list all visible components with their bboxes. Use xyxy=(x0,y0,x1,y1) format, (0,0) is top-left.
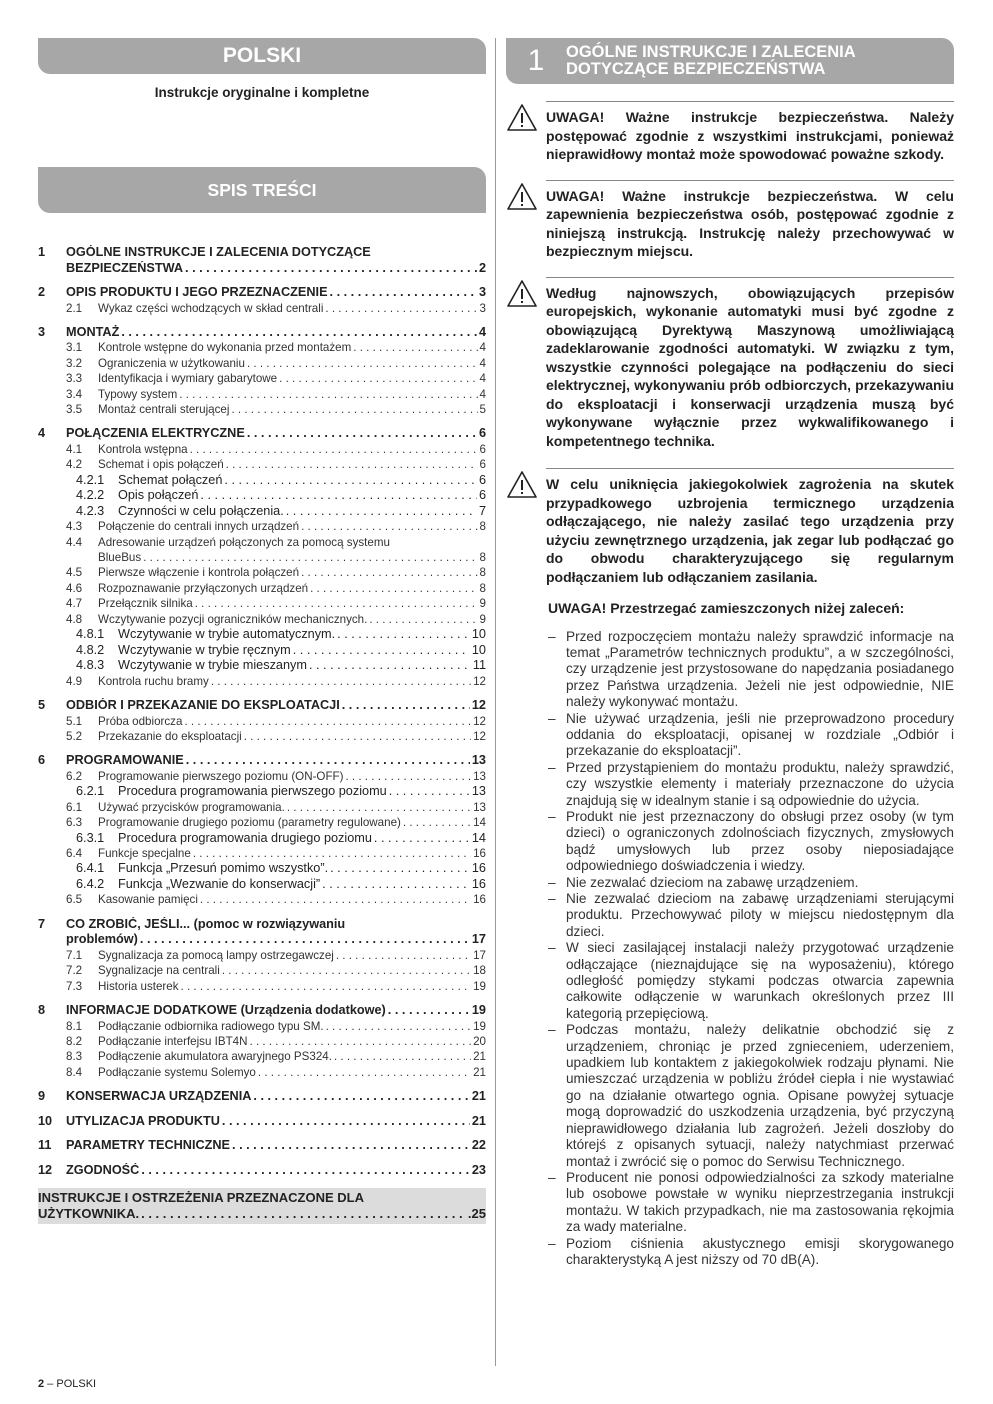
bullet-dash: – xyxy=(548,808,556,824)
warning-text: Według najnowszych, obowiązujących przepisów europejskich, wykonanie automatyki musi być zgodne z obowiązującą Dyrektywą Maszynową umożliwiającą zadeklarowanie zgodności automatyki. W związku z tym, wszystkie czynności polegające na podłączeniu do sieci elektrycznej, wykonywaniu prób odbiorczych, przekazywaniu do eksploatacji i konserwacji urządzenia muszą być wykonywane wyłącznie przez wykwalifikowanego i kompetentnego technika. xyxy=(546,277,954,451)
toc-page: 14 xyxy=(471,830,486,845)
right-column xyxy=(506,38,954,1268)
toc-entry[interactable] xyxy=(38,800,486,815)
bullet-dash: – xyxy=(548,891,556,906)
toc-entry[interactable] xyxy=(38,627,486,643)
toc-entry[interactable] xyxy=(38,753,486,769)
toc-entry[interactable] xyxy=(38,729,486,744)
toc-entry[interactable] xyxy=(38,473,486,489)
toc-page: 16 xyxy=(471,876,486,891)
toc-entry[interactable] xyxy=(38,442,486,457)
toc-number: 8.2 xyxy=(66,1034,83,1048)
toc-title: Historia usterek xyxy=(98,979,179,993)
toc-page: 8 xyxy=(479,520,486,534)
toc-number: 3.5 xyxy=(66,403,83,417)
list-item-text: Przed przystąpieniem do montażu produktu, należy sprawdzić, czy wszystkie elementy i materiały przeznaczone do użycia znajdują się w idealnym stanie i są odpowiednie do użycia. xyxy=(566,759,954,808)
toc-title: BEZPIECZEŃSTWA xyxy=(66,260,184,275)
toc-number: 6.4.1 xyxy=(76,861,105,876)
toc-title: Używać przycisków programowania. xyxy=(98,800,285,814)
toc-page: 22 xyxy=(471,1138,486,1153)
toc-number: 6.2 xyxy=(66,769,83,783)
warning-block xyxy=(506,468,954,586)
toc-entry[interactable] xyxy=(38,402,486,417)
toc-page: 7 xyxy=(478,503,486,518)
toc-title: Procedura programowania drugiego poziomu xyxy=(118,830,372,845)
list-item-text: Produkt nie jest przeznaczony do obsługi przez osoby (w tym dzieci) o ograniczonych zdolnościach fizycznych, zmysłowych bądź umysłowych lub przez osoby nieposiadające odpowiedniego doświadczenia i wiedzy. xyxy=(566,808,954,874)
toc-page: 6 xyxy=(478,488,486,503)
language-banner: POLSKI xyxy=(38,38,486,74)
toc-title: Funkcje specjalne xyxy=(98,847,191,861)
toc-entry[interactable] xyxy=(38,356,486,371)
toc-number: 8.3 xyxy=(66,1050,83,1064)
toc-title: Sygnalizacja za pomocą lampy ostrzegawczej xyxy=(98,948,334,962)
toc-number: 4.5 xyxy=(66,566,83,580)
toc-banner: SPIS TREŚCI xyxy=(38,167,486,213)
toc-page: 17 xyxy=(473,948,486,962)
toc-page: 4 xyxy=(478,324,486,339)
toc-title: Przełącznik silnika xyxy=(98,597,193,611)
toc-page: 6 xyxy=(479,442,486,456)
toc-number: 5.1 xyxy=(66,714,83,728)
bullet-dash: – xyxy=(548,710,556,726)
toc-entry[interactable] xyxy=(38,877,486,893)
bullet-dash: – xyxy=(548,1169,556,1185)
toc-number: 8.1 xyxy=(66,1019,83,1033)
toc-entry[interactable] xyxy=(38,917,486,933)
list-item-text: Podczas montażu, należy delikatnie obchodzić się z urządzeniem, chroniąc je przed zgnieceniem, uderzeniem, upadkiem lub kontaktem z jakiegokolwiek rodzaju płynami. Nie umieszczać urządzenia w pobliżu źródeł ciepła i nie wystawiać go na działanie otwartego ognia. Opisane powyżej sytuacje mogą doprowadzić do uszkodzenia urządzenia, być przyczyną nieprawidłowego działania lub zagrożeń. Jeżeli doszłoby do którejś z opisanych sytuacji, należy natychmiast przerwać montaż i zwrócić się o pomoc do Serwisu Technicznego. xyxy=(566,1022,954,1169)
toc-title: Czynności w celu połączenia. xyxy=(118,503,284,518)
toc-entry[interactable] xyxy=(38,861,486,877)
toc-page: 23 xyxy=(471,1162,486,1177)
toc-title: Schemat połączeń xyxy=(118,472,223,487)
toc-page: 10 xyxy=(471,627,486,642)
toc-title: Schemat i opis połączeń xyxy=(98,458,224,472)
toc-entry[interactable] xyxy=(38,932,486,948)
toc-entry[interactable] xyxy=(38,1163,486,1179)
toc-final-line1: INSTRUKCJE I OSTRZEŻENIA PRZEZNACZONE DLA xyxy=(38,1190,364,1206)
toc-title: Kontrole wstępne do wykonania przed montażem xyxy=(98,341,352,355)
toc-page: 10 xyxy=(471,642,486,657)
toc-number: 6.3 xyxy=(66,816,83,830)
toc-title: Opis połączeń xyxy=(118,488,199,503)
toc-title: OGÓLNE INSTRUKCJE I ZALECENIA DOTYCZĄCE xyxy=(66,245,371,259)
toc-page: 19 xyxy=(473,979,486,993)
toc-page: 12 xyxy=(473,714,486,728)
warning-triangle-icon xyxy=(506,180,546,261)
warning-triangle-icon xyxy=(506,277,546,451)
section-title-line2: DOTYCZĄCE BEZPIECZEŃSTWA xyxy=(566,60,826,78)
toc-page: 8 xyxy=(479,581,486,595)
toc-number: 4.8.1 xyxy=(76,627,105,642)
toc-entry[interactable] xyxy=(38,674,486,689)
bullet-dash: – xyxy=(548,1022,556,1038)
toc-number: 3.2 xyxy=(66,356,83,370)
toc-page: 12 xyxy=(471,698,486,712)
toc-entry[interactable] xyxy=(38,658,486,674)
toc-number: 6.4 xyxy=(66,847,83,861)
bullet-dash: – xyxy=(548,628,556,644)
toc-page: 9 xyxy=(479,612,486,626)
toc-number: 4.2.3 xyxy=(76,503,105,518)
toc-entry[interactable] xyxy=(38,643,486,659)
toc-title: Ograniczenia w użytkowaniu xyxy=(98,356,245,370)
warning-text: W celu uniknięcia jakiegokolwiek zagrożenia na skutek przypadkowego uzbrojenia termicznego urządzenia odłączającego, nie należy zasilać tego urządzenia przy użyciu zewnętrznego urządzenia, jak zegar lub podłączać go do obwodu charakteryzującego się regularnym podłączaniem lub odłączaniem zasilania. xyxy=(546,468,954,586)
list-item-text: Producent nie ponosi odpowiedzialności za szkody materialne lub osobowe powstałe w wyniku nieprzestrzegania instrukcji montażu. W takich przypadkach, nie ma zastosowania rękojmia za wady materialne. xyxy=(566,1169,954,1235)
toc-title: OPIS PRODUKTU I JEGO PRZEZNACZENIE xyxy=(66,285,328,299)
toc-number: 4.8 xyxy=(66,612,83,626)
toc-page: 3 xyxy=(478,285,486,299)
toc-page: 21 xyxy=(471,1089,486,1104)
toc-title: KONSERWACJA URZĄDZENIA xyxy=(66,1089,252,1104)
toc-entry[interactable] xyxy=(38,769,486,784)
toc-title: UTYLIZACJA PRODUKTU xyxy=(66,1113,220,1128)
toc-page: 12 xyxy=(473,674,486,688)
toc-title: Kontrola wstępna xyxy=(98,442,188,456)
toc-page: 13 xyxy=(471,784,486,799)
list-item-text: Nie zezwalać dzieciom na zabawę urządzeniami sterującymi produktu. Przechowywać piloty w miejscu niedostępnym dla dzieci. xyxy=(566,891,954,939)
toc-page: 16 xyxy=(471,861,486,876)
toc-page: 13 xyxy=(471,753,486,768)
toc-number: 2.1 xyxy=(66,301,83,315)
list-item xyxy=(548,629,954,711)
toc-entry[interactable] xyxy=(38,261,486,277)
toc-page: 3 xyxy=(479,301,486,315)
warning-text: UWAGA! Ważne instrukcje bezpieczeństwa. W celu zapewnienia bezpieczeństwa osób, postępować zgodnie z niniejszą instrukcją. Instrukcję należy przechowywać w bezpiecznym miejscu. xyxy=(546,180,954,261)
toc-title: Połączenie do centrali innych urządzeń xyxy=(98,520,300,534)
toc-entry[interactable] xyxy=(38,1019,486,1034)
toc-entry[interactable] xyxy=(38,948,486,963)
toc-number: 6.4.2 xyxy=(76,876,105,891)
toc-entry[interactable] xyxy=(38,535,486,550)
toc-number: 3.1 xyxy=(66,341,83,355)
toc-title: Wczytywanie w trybie mieszanym xyxy=(118,658,307,673)
toc-entry[interactable] xyxy=(38,581,486,596)
section-title-line1: OGÓLNE INSTRUKCJE I ZALECENIA xyxy=(566,43,856,61)
toc-entry[interactable] xyxy=(38,488,486,504)
toc-number: 6.3.1 xyxy=(76,830,105,845)
toc-entry[interactable] xyxy=(38,714,486,729)
toc-number: 3.4 xyxy=(66,387,83,401)
toc-title: Sygnalizacje na centrali xyxy=(98,964,220,978)
warning-block xyxy=(506,277,954,451)
toc-entry[interactable] xyxy=(38,1034,486,1049)
toc-number: 4.2 xyxy=(66,458,83,472)
toc-entry[interactable] xyxy=(38,457,486,472)
list-item-text: Nie zezwalać dzieciom na zabawę urządzeniem. xyxy=(566,874,859,890)
toc-title: CO ZROBIĆ, JEŚLI... (pomoc w rozwiązywaniu xyxy=(66,916,346,931)
list-item xyxy=(548,891,954,940)
toc-entry[interactable] xyxy=(38,892,486,907)
toc-page: 21 xyxy=(473,1065,486,1079)
toc-user-instructions[interactable] xyxy=(38,1188,486,1224)
toc-number: 8.4 xyxy=(66,1065,83,1079)
page-number: 2 xyxy=(38,1378,45,1390)
bullet-dash: – xyxy=(548,940,556,956)
toc-page: 16 xyxy=(473,893,486,907)
table-of-contents xyxy=(38,245,486,1178)
toc-page: 4 xyxy=(479,387,486,401)
toc-number: 4.2.2 xyxy=(76,488,105,503)
toc-number: 9 xyxy=(38,1089,46,1104)
toc-page: 4 xyxy=(479,341,486,355)
toc-title: Identyfikacja i wymiary gabarytowe xyxy=(98,372,278,386)
toc-entry[interactable] xyxy=(38,565,486,580)
toc-entry[interactable] xyxy=(38,846,486,861)
toc-title: Funkcja „Przesuń pomimo wszystko”. xyxy=(118,861,329,876)
toc-title: Rozpoznawanie przyłączonych urządzeń xyxy=(98,581,309,595)
toc-title: BlueBus xyxy=(98,551,142,565)
toc-number: 7 xyxy=(38,916,46,931)
toc-title: Montaż centrali sterującej xyxy=(98,403,230,417)
list-item xyxy=(548,1236,954,1269)
toc-page: 18 xyxy=(473,964,486,978)
bullet-dash: – xyxy=(548,1235,556,1251)
list-item xyxy=(548,875,954,891)
toc-entry[interactable] xyxy=(38,519,486,534)
toc-entry[interactable] xyxy=(38,831,486,847)
section-banner xyxy=(506,38,954,84)
toc-page: 19 xyxy=(471,1003,486,1018)
toc-page: 17 xyxy=(471,932,486,947)
toc-number: 4.8.2 xyxy=(76,642,105,657)
toc-entry[interactable] xyxy=(38,387,486,402)
toc-page: 13 xyxy=(473,769,486,783)
footer-language: POLSKI xyxy=(56,1378,97,1390)
toc-page: 5 xyxy=(479,403,486,417)
list-item-text: W sieci zasilającej instalacji należy przygotować urządzenie odłączające (nieznajdujące się na wyposażeniu), którego odległość pomiędzy stykami podczas otwarcia zapewnia całkowite odłączenie w warunkach określonych przez III kategorią przepięciową. xyxy=(566,940,954,1021)
toc-title: problemów) xyxy=(66,932,138,947)
toc-title: Podłączanie interfejsu IBT4N xyxy=(98,1034,248,1048)
toc-page: 2 xyxy=(478,260,486,275)
list-item xyxy=(548,711,954,760)
toc-title: PARAMETRY TECHNICZNE xyxy=(66,1138,231,1153)
toc-entry[interactable] xyxy=(38,550,486,565)
toc-page: 19 xyxy=(473,1019,486,1033)
list-item-text: Nie używać urządzenia, jeśli nie przeprowadzono procedury oddania do eksploatacji, opisanej w rozdziale „Odbiór i przekazanie do eksploatacji”. xyxy=(566,710,954,759)
toc-entry[interactable] xyxy=(38,815,486,830)
toc-number: 4.1 xyxy=(66,442,83,456)
toc-number: 8 xyxy=(38,1003,46,1018)
toc-number: 6 xyxy=(38,753,46,768)
list-item xyxy=(548,1170,954,1236)
toc-page: 4 xyxy=(479,356,486,370)
toc-title: Kontrola ruchu bramy xyxy=(98,674,209,688)
toc-number: 3 xyxy=(38,324,46,339)
toc-entry[interactable] xyxy=(38,371,486,386)
subtitle: Instrukcje oryginalne i kompletne xyxy=(154,85,370,100)
toc-title: Podłączanie odbiornika radiowego typu SM. xyxy=(98,1019,324,1033)
toc-title: Pierwsze włączenie i kontrola połączeń xyxy=(98,566,300,580)
toc-entry[interactable] xyxy=(38,1114,486,1130)
toc-number: 4 xyxy=(38,426,46,441)
toc-title: Wczytywanie w trybie ręcznym xyxy=(118,642,291,657)
toc-page: 21 xyxy=(471,1113,486,1128)
toc-title: Adresowanie urządzeń połączonych za pomocą systemu xyxy=(98,535,390,549)
toc-number: 4.2.1 xyxy=(76,472,105,487)
toc-entry[interactable] xyxy=(38,784,486,800)
footer-separator: – xyxy=(44,1378,57,1390)
toc-title: Programowanie pierwszego poziomu (ON-OFF) xyxy=(98,769,344,783)
toc-page: 6 xyxy=(479,458,486,472)
toc-title: MONTAŻ xyxy=(66,324,120,339)
left-column xyxy=(38,38,486,1224)
toc-final-page: .25 xyxy=(467,1206,486,1222)
toc-entry[interactable] xyxy=(38,596,486,611)
toc-entry[interactable] xyxy=(38,1003,486,1019)
list-item xyxy=(548,809,954,875)
toc-number: 5 xyxy=(38,698,46,712)
toc-page: 11 xyxy=(472,658,486,673)
toc-number: 5.2 xyxy=(66,729,83,743)
toc-number: 4.8.3 xyxy=(76,658,105,673)
warning-text: UWAGA! Ważne instrukcje bezpieczeństwa. Należy postępować zgodnie z wszystkimi instrukcjami, ponieważ nieprawidłowy montaż może spowodować poważne szkody. xyxy=(546,101,954,164)
toc-entry[interactable] xyxy=(38,285,486,301)
list-item-text: Przed rozpoczęciem montażu należy sprawdzić informacje na temat „Parametrów technicznych produktu”, a w szczególności, czy urządzenie jest przystosowane do napędzania posiadanego przez Państwa urządzenia. Jeżeli nie jest odpowiednie, NIE należy wykonywać montażu. xyxy=(566,628,954,710)
column-divider xyxy=(495,38,496,1366)
toc-entry[interactable] xyxy=(38,245,486,261)
list-item-text: Poziom ciśnienia akustycznego emisji skorygowanego charakterystyką A jest niższy od 70 dB(A). xyxy=(566,1235,954,1267)
toc-final-line2: UŻYTKOWNIKA. xyxy=(38,1206,140,1222)
section-number: 1 xyxy=(527,44,545,77)
toc-entry[interactable] xyxy=(38,504,486,520)
toc-title: Wczytywanie w trybie automatycznym. xyxy=(118,627,336,642)
toc-title: Kasowanie pamięci xyxy=(98,893,198,907)
toc-page: 12 xyxy=(473,729,486,743)
toc-title: Przekazanie do eksploatacji xyxy=(98,729,242,743)
toc-number: 2 xyxy=(38,285,46,299)
toc-entry[interactable] xyxy=(38,698,486,714)
toc-page: 20 xyxy=(473,1034,486,1048)
toc-page: 13 xyxy=(473,800,486,814)
toc-number: 4.3 xyxy=(66,520,83,534)
toc-number: 12 xyxy=(38,1162,53,1177)
warning-triangle-icon xyxy=(506,468,546,586)
toc-number: 10 xyxy=(38,1113,53,1128)
toc-number: 6.1 xyxy=(66,800,83,814)
toc-number: 1 xyxy=(38,245,46,259)
toc-number: 4.7 xyxy=(66,597,83,611)
toc-page: 21 xyxy=(473,1050,486,1064)
toc-page: 6 xyxy=(478,426,486,441)
toc-title: Typowy system xyxy=(98,387,178,401)
warning-block xyxy=(506,101,954,164)
toc-title: ZGODNOŚĆ xyxy=(66,1162,140,1177)
toc-title: Podłączenie akumulatora awaryjnego PS324. xyxy=(98,1050,332,1064)
toc-page: 6 xyxy=(478,472,486,487)
list-item xyxy=(548,1022,954,1170)
toc-entry[interactable] xyxy=(38,1138,486,1154)
toc-entry[interactable] xyxy=(38,1049,486,1064)
toc-entry[interactable] xyxy=(38,979,486,994)
toc-number: 6.2.1 xyxy=(76,784,105,799)
toc-page: 16 xyxy=(473,847,486,861)
toc-entry[interactable] xyxy=(38,1089,486,1105)
toc-page: 8 xyxy=(479,566,486,580)
toc-entry[interactable] xyxy=(38,612,486,627)
toc-entry[interactable] xyxy=(38,301,486,316)
toc-number: 3.3 xyxy=(66,372,83,386)
toc-entry[interactable] xyxy=(38,426,486,442)
toc-title: Funkcja „Wezwanie do konserwacji” xyxy=(118,876,321,891)
toc-entry[interactable] xyxy=(38,963,486,978)
toc-number: 4.4 xyxy=(66,535,83,549)
toc-page: 14 xyxy=(473,816,486,830)
toc-number: 4.6 xyxy=(66,581,83,595)
toc-entry[interactable] xyxy=(38,340,486,355)
toc-title: Podłączanie systemu Solemyo xyxy=(98,1065,256,1079)
toc-title: Procedura programowania pierwszego poziomu xyxy=(118,784,387,799)
toc-title: INFORMACJE DODATKOWE (Urządzenia dodatkowe) xyxy=(66,1003,386,1018)
section-title xyxy=(566,44,856,78)
toc-title: Programowanie drugiego poziomu (parametry regulowane) xyxy=(98,816,401,830)
toc-number: 6.5 xyxy=(66,893,83,907)
list-item xyxy=(548,940,954,1022)
toc-number: 4.9 xyxy=(66,674,83,688)
bullet-dash: – xyxy=(548,759,556,775)
toc-page: 8 xyxy=(479,551,486,565)
toc-title: POŁĄCZENIA ELEKTRYCZNE xyxy=(66,426,245,441)
recommendation-list xyxy=(548,629,954,1269)
warning-triangle-icon xyxy=(506,101,546,164)
toc-title: Wykaz części wchodzących w skład centrali xyxy=(98,301,324,315)
toc-number: 7.1 xyxy=(66,948,83,962)
toc-number: 7.3 xyxy=(66,979,83,993)
toc-number: 7.2 xyxy=(66,964,83,978)
toc-page: 4 xyxy=(479,372,486,386)
toc-title: ODBIÓR I PRZEKAZANIE DO EKSPLOATACJI xyxy=(66,698,340,712)
attention-heading: UWAGA! Przestrzegać zamieszczonych niżej zaleceń: xyxy=(548,600,905,616)
toc-title: Próba odbiorcza xyxy=(98,714,183,728)
toc-entry[interactable] xyxy=(38,1065,486,1080)
toc-title: Wczytywanie pozycji ograniczników mechanicznych. xyxy=(98,612,368,626)
toc-title: PROGRAMOWANIE xyxy=(66,753,184,768)
toc-entry[interactable] xyxy=(38,325,486,341)
list-item xyxy=(548,760,954,809)
toc-page: 9 xyxy=(479,597,486,611)
warning-block xyxy=(506,180,954,261)
page-footer xyxy=(38,1378,96,1390)
toc-number: 11 xyxy=(38,1138,52,1153)
bullet-dash: – xyxy=(548,874,556,890)
